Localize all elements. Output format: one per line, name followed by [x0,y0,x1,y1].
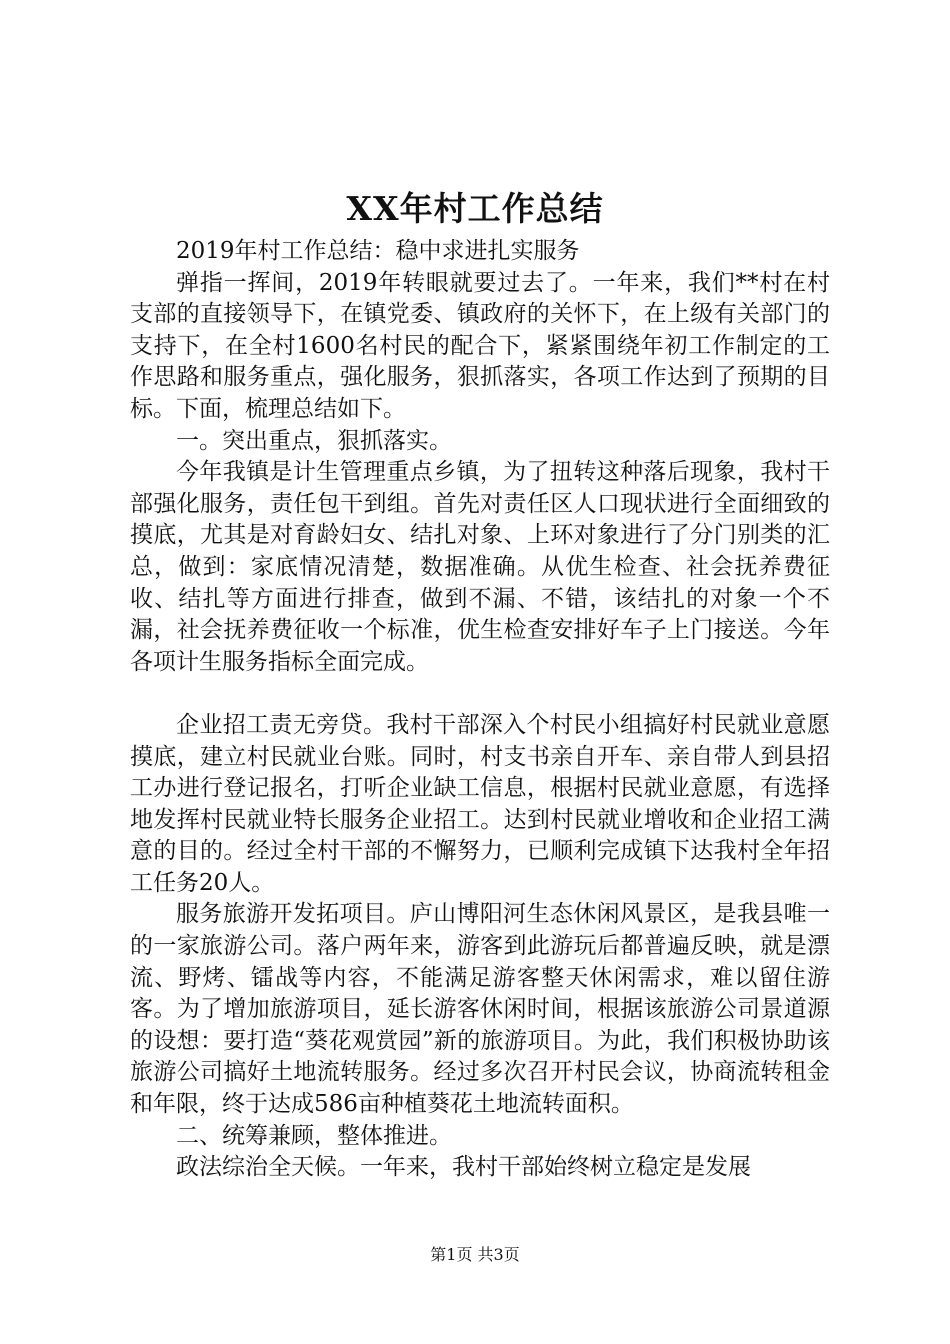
family-planning-paragraph: 今年我镇是计生管理重点乡镇，为了扭转这种落后现象，我村干部强化服务，责任包干到组。首先对责任区人口现状进行全面细致的摸底，尤其是对育龄妇女、结扎对象、上环对象进行了分门别类的汇总，做到：家底情况清楚，数据准确。从优生检查、社会抚养费征收、结扎等方面进行排查，做到不漏、不错，该结扎的对象一个不漏，社会抚养费征收一个标准，优生检查安排好车子上门接送。今年各项计生服务指标全面完成。 [130,459,830,675]
page-footer: 第1页 共3页 [430,1245,520,1264]
recruitment-paragraph: 企业招工责无旁贷。我村干部深入个村民小组搞好村民就业意愿摸底，建立村民就业台账。同时，村支书亲自开车、亲自带人到县招工办进行登记报名，打听企业缺工信息，根据村民就业意愿，有选择地发挥村民就业特长服务企业招工。达到村民就业增收和企业招工满意的目的。经过全村干部的不懈努力，已顺利完成镇下达我村全年招工任务20人。 [130,711,830,896]
security-paragraph: 政法综治全天候。一年来，我村干部始终树立稳定是发展 [176,1154,751,1181]
intro-paragraph: 弹指一挥间，2019年转眼就要过去了。一年来，我们**村在村支部的直接领导下，在镇党委、镇政府的关怀下，在上级有关部门的支持下，在全村1600名村民的配合下，紧紧围绕年初工作制定的工作思路和服务重点，强化服务，狠抓落实，各项工作达到了预期的目标。下面，梳理总结如下。 [130,269,830,422]
subtitle-paragraph: 2019年村工作总结：稳中求进扎实服务 [176,238,580,264]
section-heading-2: 二、统筹兼顾，整体推进。 [176,1122,452,1149]
section-heading-1: 一。突出重点，狠抓落实。 [176,427,452,454]
paragraph-gap [130,678,830,710]
document-body [130,236,830,1184]
document-title: XX年村工作总结 [346,189,604,228]
tourism-paragraph: 服务旅游开发拓项目。庐山博阳河生态休闲风景区，是我县唯一的一家旅游公司。落户两年来，游客到此游玩后都普遍反映，就是漂流、野烤、镭战等内容，不能满足游客整天休闲需求，难以留住游客。为了增加旅游项目，延长游客休闲时间，根据该旅游公司景道源的设想：要打造“葵花观赏园”新的旅游项目。为此，我们积极协助该旅游公司搞好土地流转服务。经过多次召开村民会议，协商流转租金和年限，终于达成586亩种植葵花土地流转面积。 [130,901,830,1118]
